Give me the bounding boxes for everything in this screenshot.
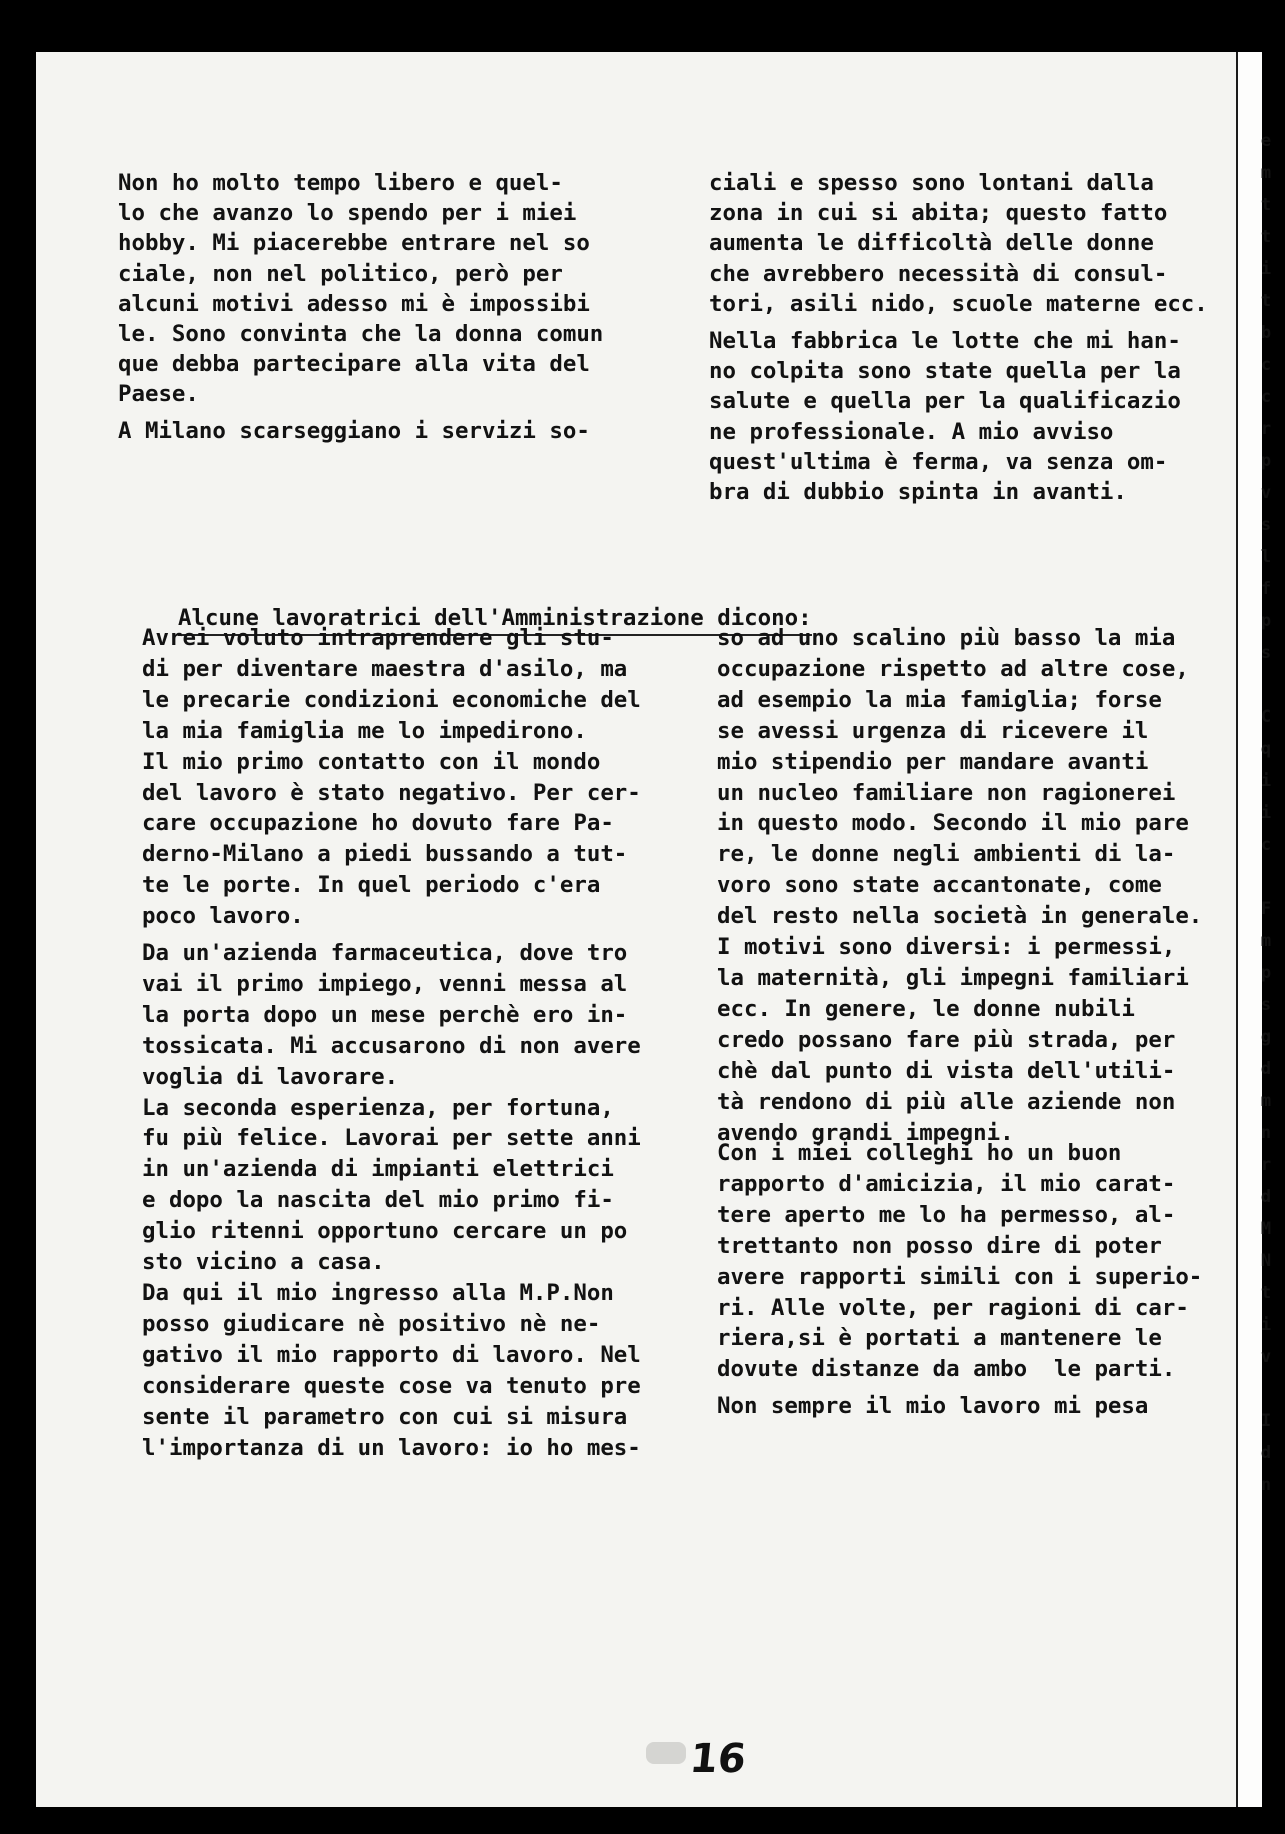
paragraph-maestra-asilo: Avrei voluto intraprendere gli stu- di per diventare maestra d'asilo, ma le precarie condizioni economiche del la mia famiglia me lo impedirono. Il mio primo contatto con il mondo del lavoro è stato negativo. Per cer- care occupazione ho dovuto fare Pa- derno-Milano a piedi bussando a tut- te le porte. In quel periodo c'era poco lavoro. — [142, 625, 641, 930]
paragraph-colleghi: Con i miei colleghi ho un buon rapporto d'amicizia, il mio carat- tere aperto me lo ha permesso, al- trettanto non posso dire di poter avere rapporti simili con i superio- ri. Alle volte, per ragioni di car- riera,si è portati a mantenere le dovute distanze da ambo le parti. — [717, 1140, 1203, 1383]
margin-letter: q — [1260, 739, 1272, 759]
margin-letter: i — [1260, 771, 1272, 791]
adjacent-page-margin-letters — [1253, 125, 1279, 1501]
paragraph-hobby: Non ho molto tempo libero e quel- lo che avanzo lo spendo per i miei hobby. Mi piacerebbe entrare nel so ciale, non nel politico, però per alcuni motivi adesso mi è impossibi le. Sono convinta che la donna comun que debba partecipare alla vita del Paese. — [118, 170, 604, 408]
margin-letter — [1253, 669, 1279, 701]
page-number: 16 — [687, 1736, 749, 1782]
margin-letter: s — [1260, 515, 1272, 535]
ink-stain — [646, 1742, 686, 1764]
margin-letter: d — [1260, 1059, 1272, 1079]
margin-letter: c — [1260, 387, 1272, 407]
margin-letter: C — [1260, 707, 1272, 727]
margin-letter — [1253, 1373, 1279, 1405]
margin-letter: m — [1260, 163, 1272, 183]
margin-letter: s — [1260, 643, 1272, 663]
paragraph-lavoro-pesa: Non sempre il mio lavoro mi pesa — [717, 1393, 1149, 1419]
margin-letter: F — [1260, 899, 1272, 919]
margin-letter: r — [1260, 1155, 1272, 1175]
margin-letter: f — [1260, 579, 1272, 599]
margin-letter: r — [1260, 419, 1272, 439]
margin-letter: t — [1260, 291, 1272, 311]
paragraph-fabbrica-lotte: Nella fabbrica le lotte che mi han- no colpita sono state quella per la salute e quella per la qualificazio ne professionale. A mio avviso quest'ultima è ferma, va senza om- bra di dubbio spinta in avanti. — [709, 328, 1181, 506]
margin-letter: t — [1260, 195, 1272, 215]
margin-letter: v — [1260, 483, 1272, 503]
margin-letter: s — [1260, 995, 1272, 1015]
margin-letter: c — [1260, 835, 1272, 855]
margin-letter: b — [1260, 323, 1272, 343]
paragraph-famiglia-donne: so ad uno scalino più basso la mia occupazione rispetto ad altre cose, ad esempio la mia famiglia; forse se avessi urgenza di ricevere il mio stipendio per mandare avanti un nucleo familiare non ragionerei in questo modo. Secondo il mio pare re, le donne negli ambienti di la- voro sono state accantonate, come del resto nella società in generale. I motivi sono diversi: i permessi, la maternità, gli impegni familiari ecc. In genere, le donne nubili credo possano fare più strada, per chè dal punto di vista dell'utili- tà rendono di più alle aziende non avendo grandi impegni. — [717, 625, 1203, 1146]
margin-letter: i — [1260, 1315, 1272, 1335]
margin-letter: c — [1260, 355, 1272, 375]
margin-letter: v — [1260, 1347, 1272, 1367]
margin-letter: M — [1260, 1219, 1272, 1239]
margin-letter: i — [1260, 803, 1272, 823]
margin-letter — [1253, 861, 1279, 893]
margin-letter: p — [1260, 611, 1272, 631]
margin-letter: i — [1260, 259, 1272, 279]
margin-letter: N — [1260, 1251, 1272, 1271]
margin-letter: p — [1260, 963, 1272, 983]
margin-letter: t — [1260, 1283, 1272, 1303]
margin-letter: I — [1260, 1411, 1272, 1431]
document-page — [36, 52, 1262, 1807]
margin-letter: m — [1260, 931, 1272, 951]
margin-letter: d — [1260, 1443, 1272, 1463]
paragraph-esperienze-lavoro: Da un'azienda farmaceutica, dove tro vai il primo impiego, venni messa al la porta dopo un mese perchè ero in- tossicata. Mi accusarono di non avere voglia di lavorare. La seconda esperienza, per fortuna, fu più felice. Lavorai per sette anni in un'azienda di impianti elettrici e dopo la nascita del mio primo fi- glio ritenni opportuno cercare un po sto vicino a casa. Da qui il mio ingresso alla M.P.Non posso giudicare nè positivo nè ne- gativo il mio rapporto di lavoro. Nel considerare queste cose va tenuto pre sente il parametro con cui si misura l'importanza di un lavoro: io ho mes- — [142, 940, 641, 1461]
margin-letter: e — [1260, 131, 1272, 151]
paragraph-servizi-sociali: ciali e spesso sono lontani dalla zona in cui si abita; questo fatto aumenta le difficoltà delle donne che avrebbero necessità di consul- tori, asili nido, scuole materne ecc. — [709, 170, 1208, 317]
section-heading: Alcune lavoratrici dell'Amministrazione dicono: — [178, 605, 812, 636]
margin-letter: m — [1260, 1091, 1272, 1111]
margin-letter: g — [1260, 1027, 1272, 1047]
margin-letter: p — [1260, 451, 1272, 471]
margin-letter: l — [1260, 547, 1272, 567]
margin-letter: d — [1260, 1187, 1272, 1207]
margin-letter: n — [1260, 1475, 1272, 1495]
margin-letter: t — [1260, 227, 1272, 247]
paragraph-milano-servizi: A Milano scarseggiano i servizi so- — [118, 418, 590, 444]
margin-letter: n — [1260, 1123, 1272, 1143]
